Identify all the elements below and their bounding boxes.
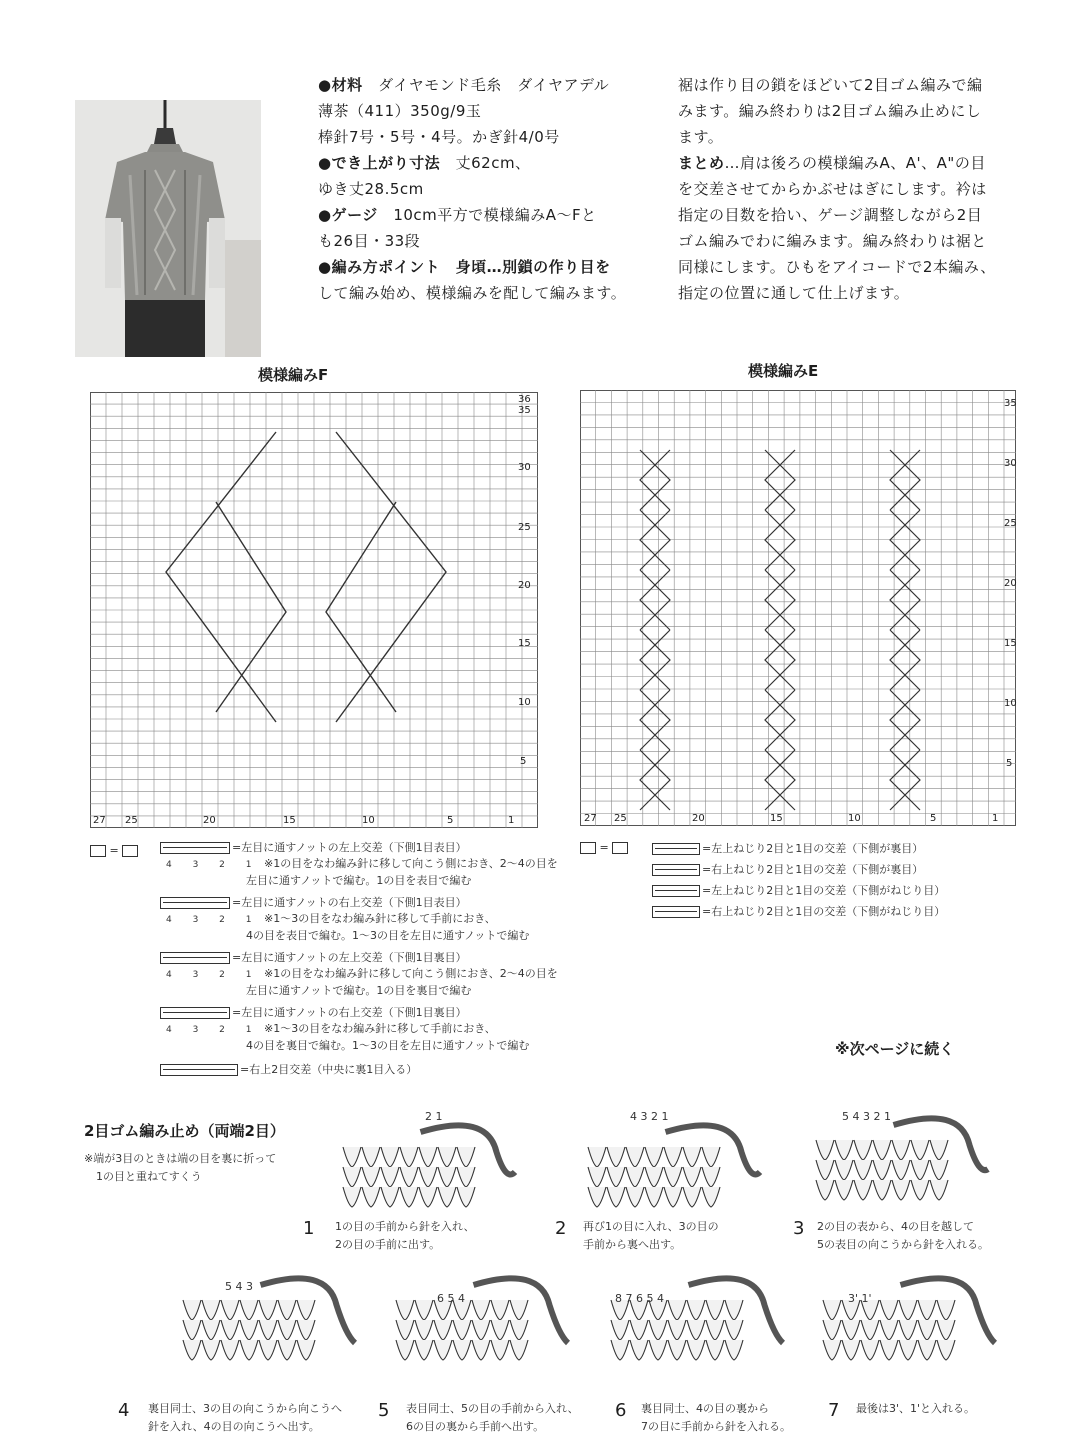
stitch-loop (880, 1300, 898, 1320)
stitch-loop (911, 1180, 929, 1200)
stitch-loop (930, 1140, 948, 1160)
legend-e-item-text: =右上ねじり2目と1目の交差（下側が裏目） (702, 863, 924, 876)
gauge-text: 10cm平方で模様編みA～Fと (393, 206, 597, 224)
stitch-loop (240, 1340, 258, 1360)
chart-f-col-label: 20 (203, 815, 216, 826)
chart-e-row-label: 20 (1004, 578, 1017, 589)
stitch-loop (472, 1300, 490, 1320)
stitch-loop (816, 1180, 834, 1200)
stitch-loop (221, 1300, 239, 1320)
step-3 (793, 1218, 989, 1251)
chart-f-row-label: 20 (518, 580, 531, 591)
stitch-loop (381, 1147, 399, 1167)
step-2-illustration (580, 1112, 770, 1212)
legend-e-equals: = (599, 841, 609, 854)
stitch-loop (438, 1147, 456, 1167)
legend-f-item-note: ※1～3の目をなわ編み針に移して手前におき、 (264, 912, 496, 925)
assembly-line-8: 同様にします。ひもをアイコードで2本編み、 (678, 258, 996, 276)
stitch-loop (873, 1140, 891, 1160)
legend-e-item (652, 838, 1032, 859)
stitch-loop (668, 1300, 686, 1320)
step-caption: 表目同士、5の目の手前から入れ、 (406, 1402, 579, 1415)
size-label: ●でき上がり寸法 (318, 154, 441, 172)
chart-f-row-label: 10 (518, 697, 531, 708)
stitch-loop (702, 1187, 720, 1207)
stitch-loop (491, 1320, 509, 1340)
cable-motif (166, 432, 446, 722)
step-caption: 1の目の手前から針を入れ、 (335, 1220, 475, 1233)
points-text: 身頃…別鎖の作り目を (455, 258, 611, 276)
legend-f-item-note: ※1の目をなわ編み針に移して向こう側におき、2～4の目を (264, 857, 558, 870)
chart-f-col-label: 1 (508, 815, 515, 826)
step-4-stitch-labels: 5 4 3 (225, 1280, 253, 1293)
step-4 (118, 1400, 342, 1433)
stitch-loop (434, 1320, 452, 1340)
cable-symbol-icon (160, 1064, 238, 1076)
legend-f-item-1 (160, 840, 580, 856)
materials-block (318, 72, 658, 306)
chart-f-col-label: 27 (93, 815, 106, 826)
stitch-loop (381, 1167, 399, 1187)
stitch-loop (664, 1147, 682, 1167)
chart-e-row-label: 15 (1004, 638, 1017, 649)
chart-f-row-label: 30 (518, 462, 531, 473)
chart-f-row-label: 36 (518, 394, 531, 405)
stitch-loop (457, 1167, 475, 1187)
continued-note: ※次ページに続く (835, 1040, 955, 1058)
stitch-loop (687, 1320, 705, 1340)
stitch-loop (880, 1320, 898, 1340)
stitch-loop (457, 1187, 475, 1207)
stitch-loop (472, 1340, 490, 1360)
stitch-loop (259, 1320, 277, 1340)
purl-square-icon (612, 842, 628, 854)
stitch-loop (937, 1340, 955, 1360)
stitch-loop (918, 1340, 936, 1360)
stitch-loop (892, 1140, 910, 1160)
stitch-loop (706, 1320, 724, 1340)
stitch-loop (630, 1340, 648, 1360)
stitch-loop (415, 1300, 433, 1320)
stitch-loop (668, 1340, 686, 1360)
step-number: 3 (793, 1218, 805, 1239)
legend-f-item-title: =左目に通すノットの左上交差（下側1目裏目） (232, 951, 467, 964)
legend-e-item-text: =右上ねじり2目と1目の交差（下側がねじり目） (702, 905, 946, 918)
step-5 (378, 1400, 579, 1433)
step-number: 2 (555, 1218, 567, 1239)
twist-motif (765, 450, 795, 810)
chart-f-row-label: 35 (518, 405, 531, 416)
stitch-loop (873, 1180, 891, 1200)
chart-e-grid (580, 390, 1016, 826)
stitch-loop (343, 1147, 361, 1167)
bindoff-note-line: ※端が3目のときは端の目を裏に折って (84, 1152, 277, 1165)
bindoff-note (84, 1150, 276, 1186)
stitch-loop (221, 1340, 239, 1360)
chart-e-row-label: 30 (1004, 458, 1017, 469)
assembly-line-2: みます。編み終わりは2目ゴム編み止めにし (678, 102, 982, 120)
step-number: 4 (118, 1400, 130, 1421)
assembly-line-1: 裾は作り目の鎖をほどいて2目ゴム編みで編 (678, 76, 983, 94)
step-caption: 7の目に手前から針を入れる。 (641, 1420, 791, 1433)
step-5-stitch-labels: 6 5 4 (437, 1292, 465, 1305)
stitch-loop (453, 1320, 471, 1340)
cable-symbol-icon (160, 952, 230, 964)
stitch-loop (835, 1160, 853, 1180)
stitch-loop (816, 1160, 834, 1180)
stitch-loop (930, 1160, 948, 1180)
stitch-loop (297, 1320, 315, 1340)
step-6-illustration (603, 1265, 793, 1395)
legend-f-item-title: =左目に通すノットの右上交差（下側1目表目） (232, 896, 467, 909)
stitch-loop (626, 1147, 644, 1167)
legend-e (652, 838, 1032, 922)
chart-f-grid (90, 392, 538, 828)
step-3-illustration (808, 1105, 998, 1212)
stitch-loop (842, 1320, 860, 1340)
stitch-loop (702, 1147, 720, 1167)
stitch-loop (588, 1147, 606, 1167)
legend-f-item-title: =右上2目交差（中央に裏1目入る） (240, 1063, 418, 1076)
stitch-loop (645, 1187, 663, 1207)
step-caption: 再び1の目に入れ、3の目の (583, 1220, 719, 1233)
step-caption: 2の目の手前に出す。 (335, 1238, 441, 1251)
chart-e-col-label: 10 (848, 813, 861, 824)
stitch-loop (362, 1147, 380, 1167)
stitch-loop (611, 1320, 629, 1340)
stitch-loop (415, 1320, 433, 1340)
legend-f-item-note: ※1～3の目をなわ編み針に移して手前におき、 (264, 1022, 496, 1035)
stitch-loop (278, 1300, 296, 1320)
chart-e-row-label: 25 (1004, 518, 1017, 529)
stitch-loop (626, 1187, 644, 1207)
stitch-loop (419, 1167, 437, 1187)
stitch-loop (611, 1340, 629, 1360)
stitch-loop (823, 1300, 841, 1320)
legend-f-item-3 (160, 950, 580, 966)
bindoff-title: 2目ゴム編み止め（両端2目） (84, 1122, 285, 1140)
step-4-illustration (175, 1265, 365, 1395)
stitch-loop (202, 1320, 220, 1340)
step-1-stitch-labels: 2 1 (425, 1110, 443, 1123)
step-7 (828, 1400, 976, 1421)
step-caption: 5の表目の向こうから針を入れる。 (817, 1238, 989, 1251)
chart-e-row-label: 10 (1004, 698, 1017, 709)
stitch-loop (626, 1167, 644, 1187)
step-2 (555, 1218, 719, 1251)
stitch-loop (362, 1167, 380, 1187)
stitch-loop (400, 1187, 418, 1207)
legend-e-item-text: =左上ねじり2目と1目の交差（下側がねじり目） (702, 884, 946, 897)
step-number: 5 (378, 1400, 390, 1421)
chart-e-col-label: 5 (930, 813, 937, 824)
stitch-loop (937, 1300, 955, 1320)
stitch-loop (362, 1187, 380, 1207)
stitch-loop (343, 1187, 361, 1207)
chart-f-col-label: 25 (125, 815, 138, 826)
stitch-loop (911, 1140, 929, 1160)
stitch-loop (396, 1340, 414, 1360)
stitch-loop (816, 1140, 834, 1160)
twist-cross-icon (652, 864, 700, 876)
stitch-loop (510, 1300, 528, 1320)
assembly-line-6: 指定の目数を拾い、ゲージ調整しながら2目 (678, 206, 983, 224)
legend-f-equals: = (109, 844, 119, 857)
points-label: ●編み方ポイント (318, 258, 441, 276)
gauge-value: も26目・33段 (318, 232, 421, 250)
stitch-loop (899, 1300, 917, 1320)
cable-symbol-icon (160, 1007, 230, 1019)
stitch-loop (453, 1340, 471, 1360)
legend-f-item-note: 4の目を表目で編む。1～3の目を左目に通すノットで編む (246, 929, 530, 942)
chart-f-row-label: 25 (518, 522, 531, 533)
stitch-numbers: 4 3 2 1 (166, 860, 261, 870)
step-number: 6 (615, 1400, 627, 1421)
stitch-loop (687, 1340, 705, 1360)
twist-motif (640, 450, 670, 810)
stitch-loop (892, 1180, 910, 1200)
stitch-loop (259, 1300, 277, 1320)
mannequin-illustration (75, 100, 261, 357)
chart-e-col-label: 25 (614, 813, 627, 824)
step-caption: 裏目同士、3の目の向こうから向こうへ (148, 1402, 342, 1415)
stitch-loop (491, 1340, 509, 1360)
garment-photo (75, 100, 261, 357)
stitch-loop (419, 1187, 437, 1207)
stitch-loop (400, 1167, 418, 1187)
stitch-loop (649, 1340, 667, 1360)
step-2-stitch-labels: 4 3 2 1 (630, 1110, 669, 1123)
step-7-stitch-labels: 3' 1' (848, 1292, 872, 1305)
stitch-loop (842, 1340, 860, 1360)
chart-f-row-label: 15 (518, 638, 531, 649)
stitch-loop (491, 1300, 509, 1320)
stitch-loop (278, 1340, 296, 1360)
stitch-loop (400, 1147, 418, 1167)
stitch-loop (854, 1160, 872, 1180)
stitch-loop (725, 1300, 743, 1320)
step-caption: 手前から裏へ出す。 (583, 1238, 682, 1251)
stitch-loop (240, 1320, 258, 1340)
stitch-loop (396, 1320, 414, 1340)
chart-f-col-label: 15 (283, 815, 296, 826)
stitch-loop (510, 1340, 528, 1360)
twist-cross-icon (652, 885, 700, 897)
chart-e-col-label: 1 (992, 813, 999, 824)
stitch-loop (297, 1340, 315, 1360)
stitch-loop (183, 1320, 201, 1340)
legend-f-item-note: ※1の目をなわ編み針に移して向こう側におき、2～4の目を (264, 967, 558, 980)
assembly-line-5: を交差させてからかぶせはぎにします。衿は (678, 180, 987, 198)
legend-f-item-2 (160, 895, 580, 911)
stitch-loop (438, 1187, 456, 1207)
legend-f-item-5 (160, 1062, 580, 1078)
stitch-loop (472, 1320, 490, 1340)
stitch-loop (607, 1187, 625, 1207)
assembly-line-7: ゴム編みでわに編みます。編み終わりは裾と (678, 232, 987, 250)
assembly-line-3: ます。 (678, 128, 724, 146)
stitch-loop (510, 1320, 528, 1340)
stitch-loop (725, 1340, 743, 1360)
step-caption: 裏目同士、4の目の裏から (641, 1402, 769, 1415)
step-6 (615, 1400, 791, 1433)
legend-f-item-title: =左目に通すノットの左上交差（下側1目表目） (232, 841, 467, 854)
points-text-2: して編み始め、模様編みを配して編みます。 (318, 284, 627, 302)
size-length: 丈62cm、 (455, 154, 531, 172)
stitch-loop (183, 1300, 201, 1320)
step-number: 7 (828, 1400, 840, 1421)
step-caption: 針を入れ、4の目の向こうへ出す。 (148, 1420, 320, 1433)
stitch-numbers: 4 3 2 1 (166, 915, 261, 925)
chart-e-col-label: 20 (692, 813, 705, 824)
twist-cross-icon (652, 843, 700, 855)
size-sleeve: ゆき丈28.5cm (318, 180, 424, 198)
chart-e-row-label: 5 (1006, 758, 1013, 769)
stitch-loop (854, 1180, 872, 1200)
legend-f-item-note: 左目に通すノットで編む。1の目を裏目で編む (246, 984, 472, 997)
chart-f-title: 模様編みF (258, 366, 329, 384)
stitch-numbers: 4 3 2 1 (166, 970, 261, 980)
stitch-loop (725, 1320, 743, 1340)
stitch-loop (396, 1300, 414, 1320)
bindoff-note-line: 1の目と重ねてすくう (96, 1170, 202, 1183)
stitch-loop (892, 1160, 910, 1180)
chart-e-col-label: 27 (584, 813, 597, 824)
stitch-loop (861, 1340, 879, 1360)
step-5-illustration (388, 1265, 578, 1395)
step-caption: 6の目の裏から手前へ出す。 (406, 1420, 545, 1433)
stitch-loop (438, 1167, 456, 1187)
stitch-loop (630, 1320, 648, 1340)
chart-f-col-label: 10 (362, 815, 375, 826)
legend-f-blank-key (90, 843, 138, 859)
stitch-loop (645, 1167, 663, 1187)
stitch-loop (706, 1300, 724, 1320)
stitch-loop (202, 1300, 220, 1320)
stitch-loop (911, 1160, 929, 1180)
twist-cross-icon (652, 906, 700, 918)
legend-e-item (652, 880, 1032, 901)
purl-square-icon (122, 845, 138, 857)
stitch-loop (835, 1140, 853, 1160)
twist-motif (890, 450, 920, 810)
finishing-text: …肩は後ろの模様編みA、A'、A"の目 (724, 154, 986, 172)
stitch-loop (588, 1187, 606, 1207)
stitch-loop (664, 1187, 682, 1207)
materials-color: 薄茶（411）350g/9玉 (318, 102, 482, 120)
step-6-stitch-labels: 8 7 6 5 4 (615, 1292, 664, 1305)
stitch-loop (937, 1320, 955, 1340)
legend-e-item-text: =左上ねじり2目と1目の交差（下側が裏目） (702, 842, 924, 855)
legend-f-item-4 (160, 1005, 580, 1021)
step-3-stitch-labels: 5 4 3 2 1 (842, 1110, 891, 1123)
legend-e-item (652, 859, 1032, 880)
stitch-loop (854, 1140, 872, 1160)
stitch-loop (183, 1340, 201, 1360)
assembly-line-9: 指定の位置に通して仕上げます。 (678, 284, 910, 302)
blank-square-icon (580, 842, 596, 854)
stitch-loop (664, 1167, 682, 1187)
assembly-block (678, 72, 1038, 306)
step-1 (303, 1218, 475, 1251)
stitch-loop (607, 1147, 625, 1167)
stitch-loop (899, 1320, 917, 1340)
stitch-loop (649, 1320, 667, 1340)
stitch-loop (588, 1167, 606, 1187)
stitch-loop (873, 1160, 891, 1180)
gauge-label: ●ゲージ (318, 206, 378, 224)
chart-e-col-label: 15 (770, 813, 783, 824)
stitch-loop (880, 1340, 898, 1360)
materials-yarn: ダイヤモンド毛糸 ダイヤアデル (378, 76, 610, 94)
stitch-numbers: 4 3 2 1 (166, 1025, 261, 1035)
stitch-loop (930, 1180, 948, 1200)
stitch-loop (683, 1167, 701, 1187)
step-1-illustration (335, 1112, 525, 1212)
step-caption: 2の目の表から、4の目を越して (817, 1220, 974, 1233)
legend-e-blank-key (580, 840, 628, 856)
stitch-loop (415, 1340, 433, 1360)
stitch-loop (645, 1147, 663, 1167)
stitch-loop (434, 1340, 452, 1360)
stitch-loop (835, 1180, 853, 1200)
stitch-loop (918, 1320, 936, 1340)
stitch-loop (343, 1167, 361, 1187)
stitch-loop (823, 1340, 841, 1360)
stitch-loop (607, 1167, 625, 1187)
legend-e-item (652, 901, 1032, 922)
chart-e-title: 模様編みE (748, 362, 819, 380)
materials-needles: 棒針7号・5号・4号。かぎ針4/0号 (318, 128, 560, 146)
legend-f-item-note: 4の目を裏目で編む。1～3の目を左目に通すノットで編む (246, 1039, 530, 1052)
legend-f-item-title: =左目に通すノットの右上交差（下側1目裏目） (232, 1006, 467, 1019)
cable-symbol-icon (160, 897, 230, 909)
stitch-loop (861, 1320, 879, 1340)
stitch-loop (419, 1147, 437, 1167)
stitch-loop (297, 1300, 315, 1320)
stitch-loop (278, 1320, 296, 1340)
stitch-loop (259, 1340, 277, 1360)
step-caption: 最後は3'、1'と入れる。 (856, 1402, 976, 1415)
stitch-loop (240, 1300, 258, 1320)
legend-f-item-note: 左目に通すノットで編む。1の目を表目で編む (246, 874, 472, 887)
stitch-loop (668, 1320, 686, 1340)
cable-symbol-icon (160, 842, 230, 854)
legend-f (160, 840, 580, 1078)
chart-e-row-label: 35 (1004, 398, 1017, 409)
stitch-loop (457, 1147, 475, 1167)
stitch-loop (918, 1300, 936, 1320)
stitch-loop (899, 1340, 917, 1360)
finishing-label: まとめ (678, 154, 725, 172)
stitch-loop (687, 1300, 705, 1320)
stitch-loop (683, 1147, 701, 1167)
stitch-loop (202, 1340, 220, 1360)
step-7-illustration (815, 1265, 1005, 1395)
stitch-loop (221, 1320, 239, 1340)
chart-f-row-label: 5 (520, 756, 527, 767)
chart-f-col-label: 5 (447, 815, 454, 826)
stitch-loop (702, 1167, 720, 1187)
stitch-loop (381, 1187, 399, 1207)
blank-square-icon (90, 845, 106, 857)
materials-label: ●材料 (318, 76, 363, 94)
stitch-loop (823, 1320, 841, 1340)
stitch-loop (683, 1187, 701, 1207)
step-number: 1 (303, 1218, 315, 1239)
stitch-loop (706, 1340, 724, 1360)
